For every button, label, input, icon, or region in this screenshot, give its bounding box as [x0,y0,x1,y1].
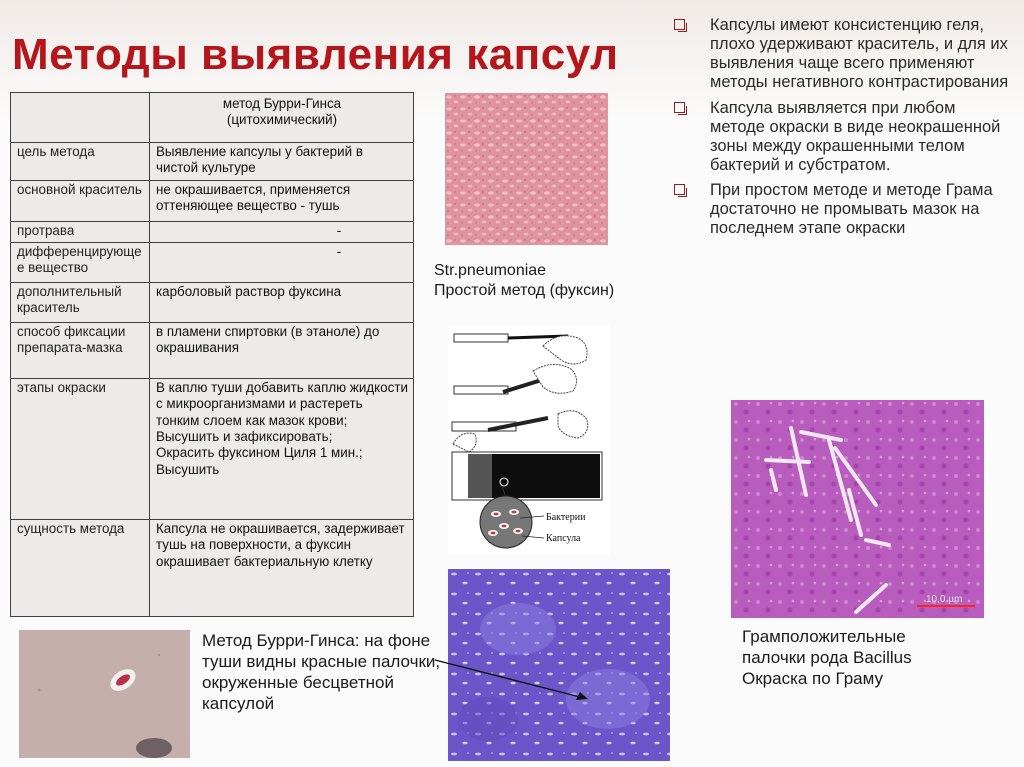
table-row [11,243,414,283]
row-value: В каплю туши добавить каплю жидкости с микроорганизмами и растереть тонким слоем как мазок крови; Высушить и зафиксировать; Окрасить фуксином Циля 1 мин.; Высушить [150,379,414,520]
method-name: метод Бурри-Гинса [222,96,342,111]
method-type: (цитохимический) [226,112,338,128]
row-label: способ фиксации препарата-мазка [11,323,150,379]
table-row [11,283,414,323]
bacillus-line-3: Окраска по Граму [742,669,883,689]
pointer-arrow [430,655,600,705]
row-value: Капсула не окрашивается, задерживает тушь на поверхности, а фуксин окрашивает бактериальную клетку [150,520,414,617]
bullet-text: При простом методе и методе Грама достаточно не промывать мазок на последнем этапе окраски [710,181,993,238]
bacillus-line-1: Грамположительные [742,627,906,646]
bullet-list [672,16,1012,244]
bullet-text: Капсулы имеют консистенцию геля, плохо удерживают краситель, и для их выявления чаще всего применяют методы негативного контрастирования [710,16,1009,92]
row-value: - [150,243,414,283]
bullet-text: Капсула выявляется при любом методе окраски в виде неокрашенной зоны между окрашенными телом бактерий и субстратом. [710,98,1001,174]
bacillus-micrograph [731,400,984,618]
row-label: этапы окраски [11,379,150,520]
method-table [10,92,414,617]
scale-bar-label: 10,0 µm [926,594,963,605]
burri-caption: Метод Бурри-Гинса: на фоне туши видны красные палочки, окруженные бесцветной капсулой [202,631,441,714]
label-bacteria: Бактерии [546,512,586,523]
bacillus-caption [742,626,1022,689]
row-value: - [150,222,414,243]
table-row [11,181,414,222]
row-label: дифференцирующее вещество [11,243,150,283]
row-label: сущность метода [11,520,150,617]
row-value: Выявление капсулы у бактерий в чистой культуре [150,143,414,181]
row-label: дополнительный краситель [11,283,150,323]
checkbox-bullet-icon [674,102,685,113]
pneumoniae-caption [434,261,674,301]
row-value: карболовый раствор фуксина [150,283,414,323]
bullet-item [672,181,1012,238]
bullet-item [672,99,1012,176]
bullet-item [672,16,1012,93]
row-value: в пламени спиртовки (в этаноле) до окрашивания [150,323,414,379]
label-capsule: Капсула [546,533,581,544]
checkbox-bullet-icon [674,19,685,30]
table-corner-cell [11,93,150,143]
pneumoniae-method: Простой метод (фуксин) [434,281,615,299]
slide-title: Методы выявления капсул [12,30,619,79]
table-row [11,222,414,243]
bacillus-line-2: палочки рода Bacillus [742,648,912,668]
pneumoniae-micrograph [445,93,608,245]
smear-diagram [448,326,610,554]
pneumoniae-species: Str.pneumoniae [434,262,547,279]
table-header-cell [150,93,414,143]
table-header-row [11,93,414,143]
table-row [11,323,414,379]
table-row [11,379,414,520]
table-row [11,520,414,617]
table-row [11,143,414,181]
row-label: основной краситель [11,181,150,222]
row-label: протрава [11,222,150,243]
burri-cell-micrograph [19,630,190,758]
checkbox-bullet-icon [674,184,685,195]
row-value: не окрашивается, применяется оттеняющее вещество - тушь [150,181,414,222]
row-label: цель метода [11,143,150,181]
